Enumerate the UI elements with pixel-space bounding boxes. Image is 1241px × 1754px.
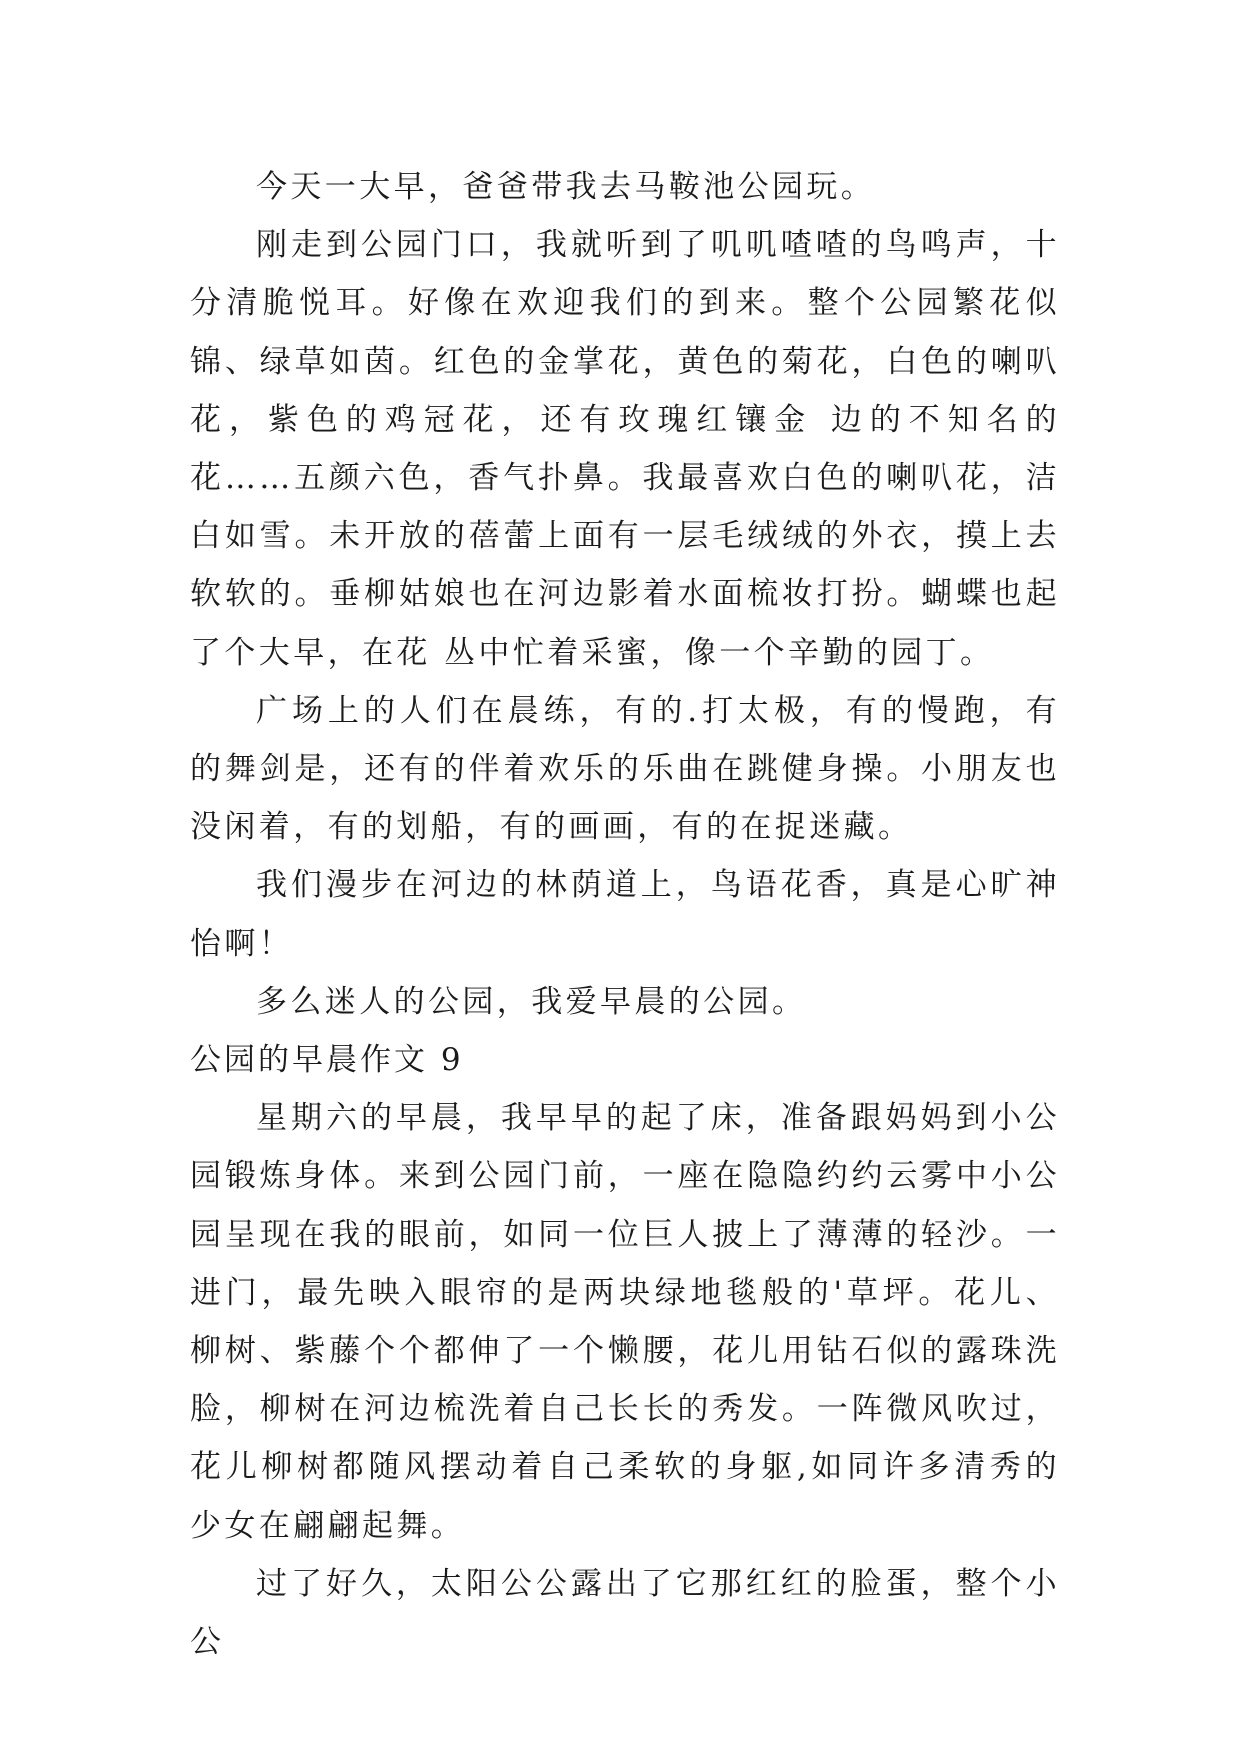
paragraph-3: 广场上的人们在晨练，有的.打太极，有的慢跑，有的舞剑是，还有的伴着欢乐的乐曲在跳健身操。小朋友也没闲着，有的划船，有的画画，有的在捉迷藏。: [190, 692, 1060, 846]
paragraph-5: 多么迷人的公园，我爱早晨的公园。: [256, 983, 807, 1020]
paragraph-2: 刚走到公园门口，我就听到了叽叽喳喳的鸟鸣声，十分清脆悦耳。好像在欢迎我们的到来。整个公园繁花似锦、绿草如茵。红色的金掌花，黄色的菊花，白色的喇叭花，紫色的鸡冠花，还有玫瑰红镶金 边的不知名的花……五颜六色，香气扑鼻。我最喜欢白色的喇叭花，洁白如雪。未开放的蓓蕾上面有一层毛绒绒的外衣，摸上去软软的。垂柳姑娘也在河边影着水面梳妆打扮。蝴蝶也起了个大早，在花 丛中忙着采蜜，像一个辛勤的园丁。: [190, 227, 1060, 671]
document-body: [190, 158, 1060, 1671]
paragraph-1: 今天一大早，爸爸带我去马鞍池公园玩。: [256, 169, 876, 205]
paragraph-7: 过了好久，太阳公公露出了它那红红的脸蛋，整个小公: [190, 1565, 1060, 1661]
section-heading: 公园的早晨作文 9: [190, 1042, 464, 1079]
paragraph-6: 星期六的早晨，我早早的起了床，准备跟妈妈到小公园锻炼身体。来到公园门前，一座在隐隐约约云雾中小公园呈现在我的眼前，如同一位巨人披上了薄薄的轻沙。一进门，最先映入眼帘的是两块绿地毯般的'草坪。花儿、柳树、紫藤个个都伸了一个懒腰，花儿用钻石似的露珠洗脸，柳树在河边梳洗着自己长长的秀发。一阵微风吹过，花儿柳树都随风摆动着自己柔软的身躯,如同许多清秀的少女在翩翩起舞。: [190, 1100, 1060, 1544]
paragraph-4: 我们漫步在河边的林荫道上，鸟语花香，真是心旷神怡啊！: [190, 867, 1060, 962]
